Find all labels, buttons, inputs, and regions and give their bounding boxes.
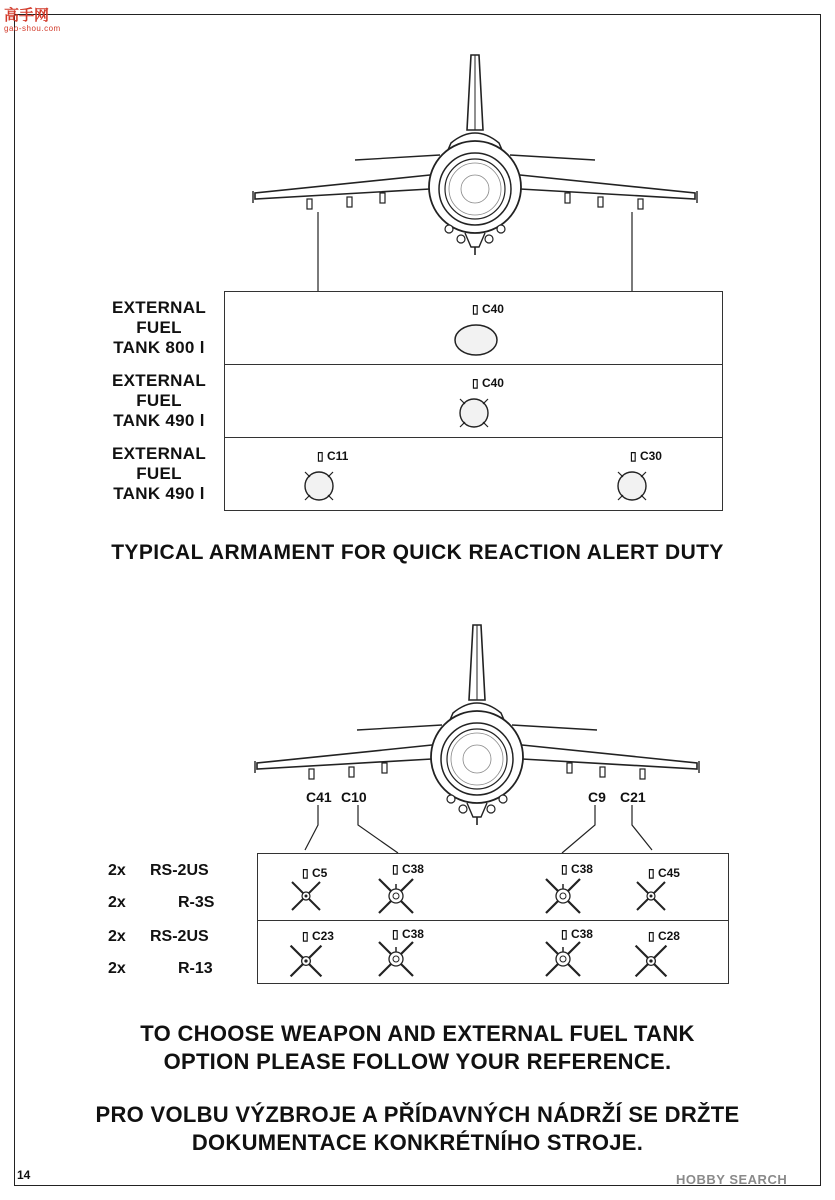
- part-callout: ▯ C38: [561, 927, 593, 941]
- weapon-row-1-qty2: 2x: [108, 894, 126, 911]
- tank-490-icon: [454, 393, 494, 433]
- part-callout: ▯ C38: [392, 927, 424, 941]
- weapon-row-1-qty1: 2x: [108, 862, 126, 879]
- weapon-row-2-qty1: 2x: [108, 928, 126, 945]
- tank-row-1-line3: TANK 800 l: [113, 338, 205, 357]
- tank-panel-2: [224, 364, 723, 438]
- missile-rs2us-icon: [631, 941, 671, 981]
- note-cz-line2: DOKUMENTACE KONKRÉTNÍHO STROJE.: [191, 1130, 644, 1155]
- missile-r13-icon: [543, 939, 583, 979]
- missile-rs2us-icon: [288, 878, 324, 914]
- tank-row-1-label: [100, 298, 218, 358]
- tank-490-left-icon: [299, 466, 339, 506]
- part-number: C23: [311, 929, 334, 943]
- part-callout: ▯ C30: [630, 449, 662, 463]
- part-callout: ▯ C38: [392, 862, 424, 876]
- tank-800-icon: [451, 322, 501, 358]
- watermark-top-name: 高手网: [4, 7, 50, 24]
- part-number: C30: [639, 449, 662, 463]
- tank-row-2-label: [100, 371, 218, 431]
- tank-panel-3: [224, 437, 723, 511]
- missile-rs2us-icon: [286, 941, 326, 981]
- tank-row-2-line1: EXTERNAL: [111, 371, 206, 390]
- part-number: C11: [326, 449, 349, 463]
- part-number: C40: [481, 302, 504, 316]
- watermark-bottom: HOBBY SEARCH: [676, 1172, 788, 1187]
- aircraft-front-view-top: [0, 0, 835, 300]
- watermark-top-url: gao-shou.com: [4, 24, 61, 33]
- pylon-label-1: C41: [306, 789, 332, 805]
- part-number: C38: [570, 927, 593, 941]
- part-callout: ▯ C28: [648, 929, 680, 943]
- weapon-panel-1: [257, 853, 729, 921]
- tank-row-1-line1: EXTERNAL: [111, 298, 206, 317]
- weapon-row-2-qty2: 2x: [108, 960, 126, 977]
- missile-r13-icon: [376, 939, 416, 979]
- tank-row-3-label: [100, 444, 218, 504]
- tank-row-2-line3: TANK 490 l: [113, 411, 205, 430]
- pylon-label-4: C21: [620, 789, 646, 805]
- part-callout: ▯ C38: [561, 862, 593, 876]
- part-number: C28: [657, 929, 680, 943]
- part-number: C5: [311, 866, 328, 880]
- weapon-row-2-name1: RS-2US: [150, 928, 209, 945]
- missile-r3s-icon: [376, 876, 416, 916]
- tank-row-3-line1: EXTERNAL: [111, 444, 206, 463]
- part-callout: ▯ C11: [317, 449, 349, 463]
- missile-rs2us-icon: [633, 878, 669, 914]
- pylon-label-3: C9: [588, 789, 606, 805]
- part-number: C40: [481, 376, 504, 390]
- part-callout: ▯ C45: [648, 866, 680, 880]
- weapon-panel-2: [257, 920, 729, 984]
- part-callout: ▯ C40: [472, 376, 504, 390]
- weapon-row-1-name1: RS-2US: [150, 862, 209, 879]
- part-callout: ▯ C40: [472, 302, 504, 316]
- tank-panel-1: [224, 291, 723, 365]
- pylon-label-2: C10: [341, 789, 367, 805]
- part-callout: ▯ C5: [302, 866, 328, 880]
- part-callout: ▯ C23: [302, 929, 334, 943]
- note-cz-line1: PRO VOLBU VÝZBROJE A PŘÍDAVNÝCH NÁDRŽÍ SE DRŽTE: [95, 1102, 740, 1127]
- tank-row-1-line2: FUEL: [136, 318, 182, 337]
- weapon-row-2-name2: R-13: [178, 960, 213, 977]
- note-en-line2: OPTION PLEASE FOLLOW YOUR REFERENCE.: [163, 1049, 672, 1074]
- tank-row-2-line2: FUEL: [136, 391, 182, 410]
- tank-row-3-line3: TANK 490 l: [113, 484, 205, 503]
- tank-row-3-line2: FUEL: [136, 464, 182, 483]
- note-en-line1: TO CHOOSE WEAPON AND EXTERNAL FUEL TANK: [140, 1021, 695, 1046]
- qra-heading: TYPICAL ARMAMENT FOR QUICK REACTION ALERT DUTY: [111, 541, 724, 564]
- part-number: C38: [401, 927, 424, 941]
- part-number: C45: [657, 866, 680, 880]
- weapon-row-1-name2: R-3S: [178, 894, 215, 911]
- tank-490-right-icon: [612, 466, 652, 506]
- part-number: C38: [401, 862, 424, 876]
- page-number: 14: [17, 1168, 31, 1182]
- part-number: C38: [570, 862, 593, 876]
- missile-r3s-icon: [543, 876, 583, 916]
- aircraft-front-view-bottom: [0, 595, 835, 855]
